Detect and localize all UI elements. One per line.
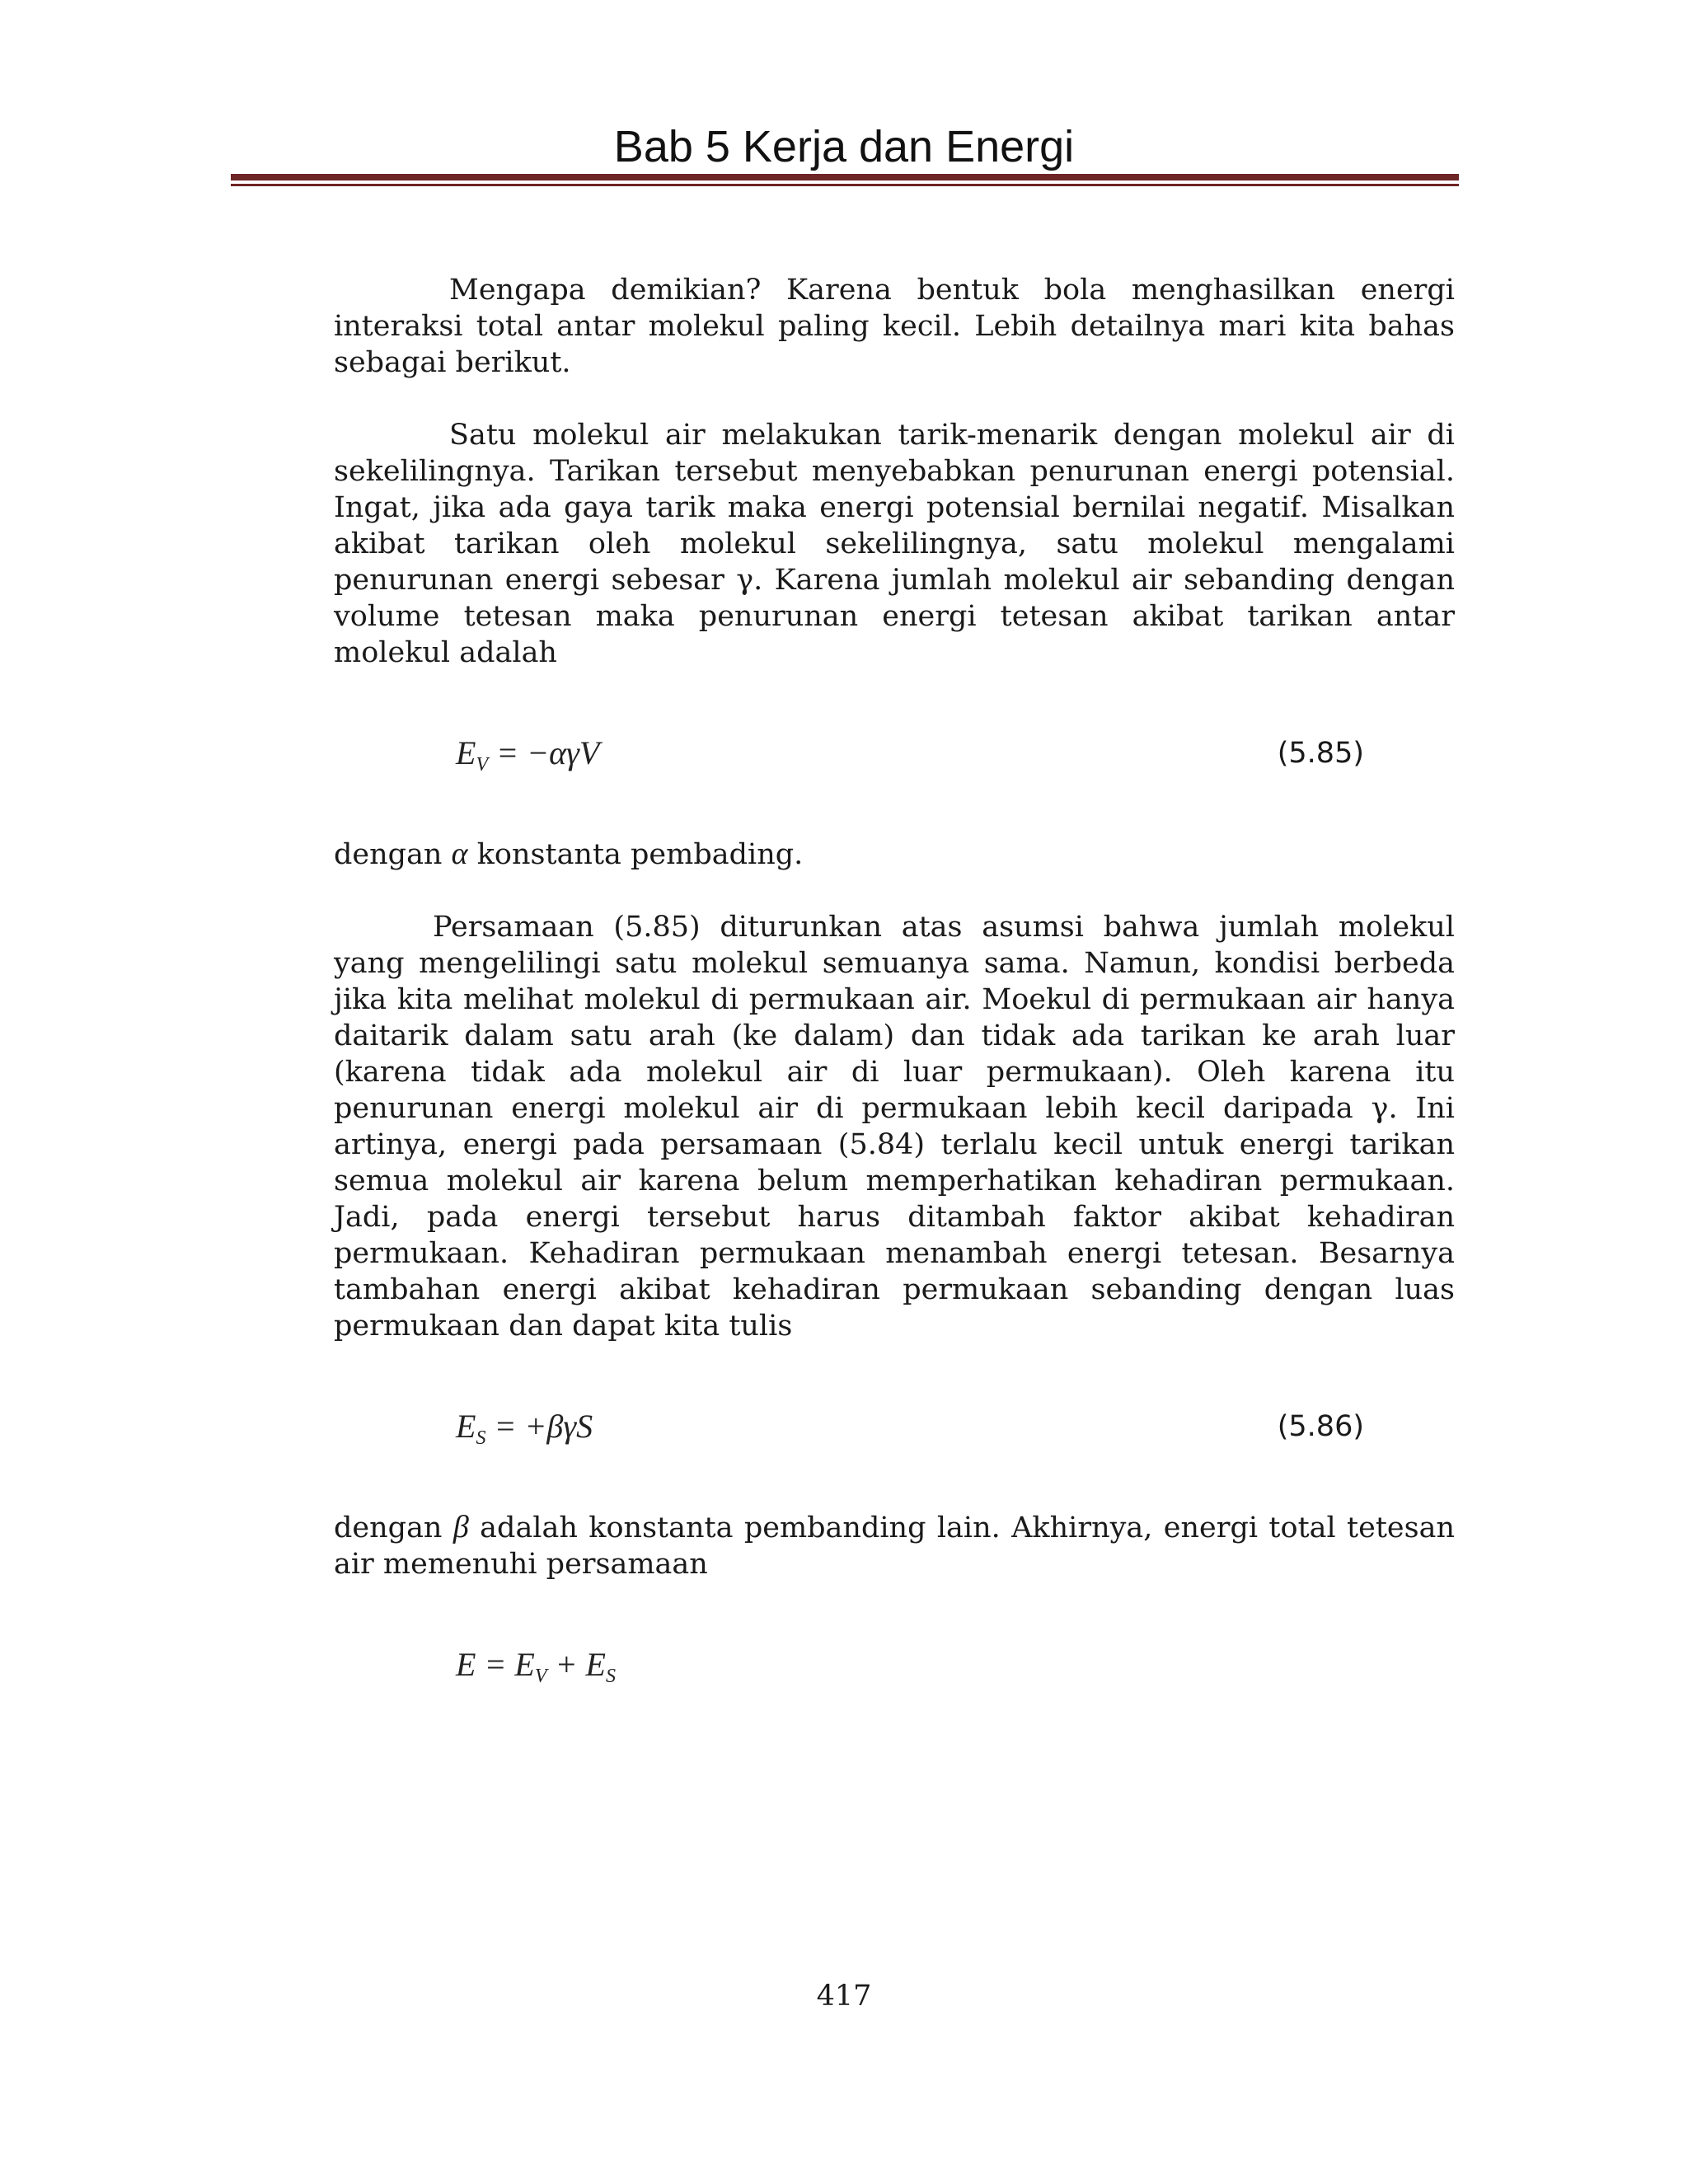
page-number: 417	[816, 1980, 872, 2013]
equation-formula: $E_V = -\alpha\gamma V$	[456, 734, 600, 776]
page-content	[334, 272, 1455, 1747]
equation-number: (5.85)	[1277, 737, 1364, 770]
equation-number: (5.86)	[1277, 1410, 1364, 1443]
paragraph-intro: Mengapa demikian? Karena bentuk bola menghasilkan energi interaksi total antar molekul paling kecil. Lebih detailnya mari kita bahas sebagai berikut.	[334, 274, 1455, 379]
equation-5-86	[334, 1344, 1455, 1509]
equation-5-85	[334, 671, 1455, 836]
paragraph-molecule-attraction: Satu molekul air melakukan tarik-menarik dengan molekul air di sekelilingnya. Tarikan tersebut menyebabkan penurunan energi potensial. Ingat, jika ada gaya tarik maka energi potensial bernilai negatif. Misalkan akibat tarikan oleh molekul sekelilingnya, satu molekul mengalami penurunan energi sebesar γ. Karena jumlah molekul air sebanding dengan volume tetesan maka penurunan energi tetesan akibat tarikan antar molekul adalah	[334, 419, 1455, 669]
equation-total-energy	[334, 1582, 1455, 1747]
paragraph-surface-effect: Persamaan (5.85) diturunkan atas asumsi bahwa jumlah molekul yang mengelilingi satu molekul semuanya sama. Namun, kondisi berbeda jika kita melihat molekul di permukaan air. Moekul di permukaan air hanya daitarik dalam satu arah (ke dalam) dan tidak ada tarikan ke arah luar (karena tidak ada molekul air di luar permukaan). Oleh karena itu penurunan energi molekul air di permukaan lebih kecil daripada γ. Ini artinya, energi pada persamaan (5.84) terlalu kecil untuk energi tarikan semua molekul air karena belum memperhatikan kehadiran permukaan. Jadi, pada energi tersebut harus ditambah faktor akibat kehadiran permukaan. Kehadiran permukaan menambah energi tetesan. Besarnya tambahan energi akibat kehadiran permukaan sebanding dengan luas permukaan dan dapat kita tulis	[334, 911, 1455, 1343]
header-rule-thin	[231, 184, 1459, 186]
header-rule-thick	[231, 174, 1459, 180]
chapter-header-title: Bab 5 Kerja dan Energi	[613, 122, 1075, 171]
equation-formula: $E = E_V + E_S$	[456, 1646, 616, 1687]
paragraph-alpha-constant: dengan α konstanta pembading.	[334, 837, 804, 871]
paragraph-beta-constant: dengan β adalah konstanta pembanding lain. Akhirnya, energi total tetesan air memenuhi persamaan	[334, 1510, 1455, 1581]
equation-formula: $E_S = +\beta\gamma S$	[456, 1408, 593, 1449]
